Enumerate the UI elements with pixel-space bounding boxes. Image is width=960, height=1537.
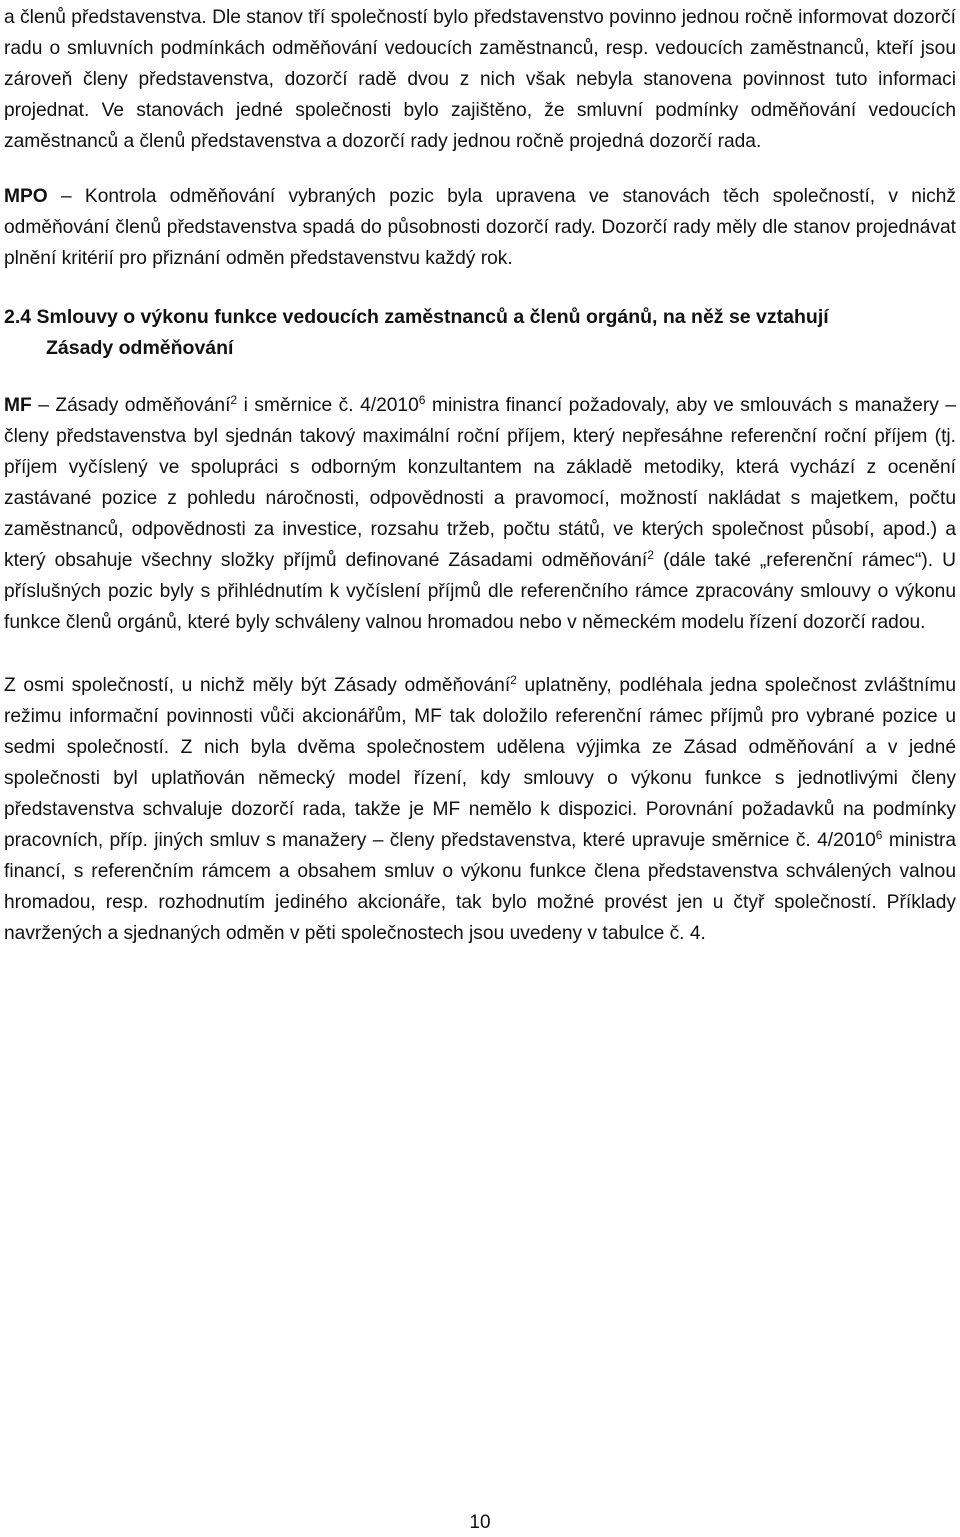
section-heading	[4, 302, 956, 364]
section-number: 2.4	[4, 306, 32, 328]
mpo-text: – Kontrola odměňování vybraných pozic byla upravena ve stanovách těch společností, v nichž odměňování členů představenstva spadá do působnosti dozorčí rady. Dozorčí rady měly dle stanov projednávat plnění kritérií pro přiznání odměn představenstvu každý rok.	[4, 186, 956, 269]
eight-footnote-ref-1: 2	[510, 673, 517, 687]
section-title-line1: Smlouvy o výkonu funkce vedoucích zaměstnanců a členů orgánů, na něž se vztahují	[36, 306, 829, 328]
mpo-label: MPO	[4, 186, 48, 207]
mf-footnote-ref-3: 2	[647, 548, 654, 562]
eight-companies-paragraph	[4, 670, 956, 949]
intro-paragraph: a členů představenstva. Dle stanov tří společností bylo představenstvo povinno jednou ročně informovat dozorčí radu o smluvních podmínkách odměňování vedoucích zaměstnanců, resp. vedoucích zaměstnanců, kteří jsou zároveň členy představenstva, dozorčí radě dvou z nich však nebyla stanovena povinnost tuto informaci projednat. Ve stanovách jedné společnosti bylo zajištěno, že smluvní podmínky odměňování vedoucích zaměstnanců a členů představenstva a dozorčí rady jednou ročně projedná dozorčí rada.	[4, 7, 956, 152]
mf-footnote-ref-2: 6	[418, 393, 426, 407]
page-number: 10	[469, 1512, 491, 1533]
mf-text-1: – Zásady odměňování	[31, 395, 231, 416]
document-page	[4, 0, 956, 949]
mf-text-2: i směrnice č. 4/2010	[237, 395, 419, 416]
section-title-line2: Zásady odměňování	[46, 337, 234, 359]
mf-text-4: (dále také „referenční rámec“). U příslušných pozic byly s přihlédnutím k vyčíslení příjmů dle referenčního rámce zpracovány smlouvy o výkonu funkce členů orgánů, které byly schváleny valnou hromadou nebo v německém modelu řízení dozorčí radou.	[4, 550, 956, 633]
mf-text-3: ministra financí požadovaly, aby ve smlouvách s manažery – členy představenstva byl sjednán takový maximální roční příjem, který nepřesáhne referenční roční příjem (tj. příjem vyčíslený ve spolupráci s odborným konzultantem na základě metodiky, která vychází z ocenění zastávané pozice z pohledu náročnosti, odpovědnosti a pravomocí, možností nakládat s majetkem, počtu zaměstnanců, odpovědnosti za investice, rozsahu tržeb, počtu států, ve kterých společnost působí, apod.) a který obsahuje všechny složky příjmů definované Zásadami odměňování	[4, 395, 956, 571]
mf-label: MF	[4, 395, 32, 416]
eight-text-3: ministra financí, s referenčním rámcem a obsahem smluv o výkonu funkce člena představenstva schválených valnou hromadou, resp. rozhodnutím jediného akcionáře, tak bylo možné provést jen u čtyř společností. Příklady navržených a sjednaných odměn v pěti společnostech jsou uvedeny v tabulce č. 4.	[4, 830, 957, 944]
mf-paragraph	[4, 390, 956, 638]
eight-footnote-ref-2: 6	[875, 828, 883, 842]
eight-text-1: Z osmi společností, u nichž měly být Zásady odměňování	[4, 675, 511, 696]
eight-text-2: uplatněny, podléhala jedna společnost zvláštnímu režimu informační povinnosti vůči akcionářům, MF tak doložilo referenční rámec příjmů pro vybrané pozice u sedmi společností. Z nich byla dvěma společnostem udělena výjimka ze Zásad odměňování a v jedné společnosti byl uplatňován německý model řízení, kdy smlouvy o výkonu funkce s jednotlivými členy představenstva schvaluje dozorčí rada, takže je MF nemělo k dispozici. Porovnání požadavků na podmínky pracovních, příp. jiných smluv s manažery – členy představenstva, které upravuje směrnice č. 4/2010	[4, 675, 956, 851]
mpo-paragraph	[4, 181, 956, 274]
mf-footnote-ref-1: 2	[230, 393, 238, 407]
